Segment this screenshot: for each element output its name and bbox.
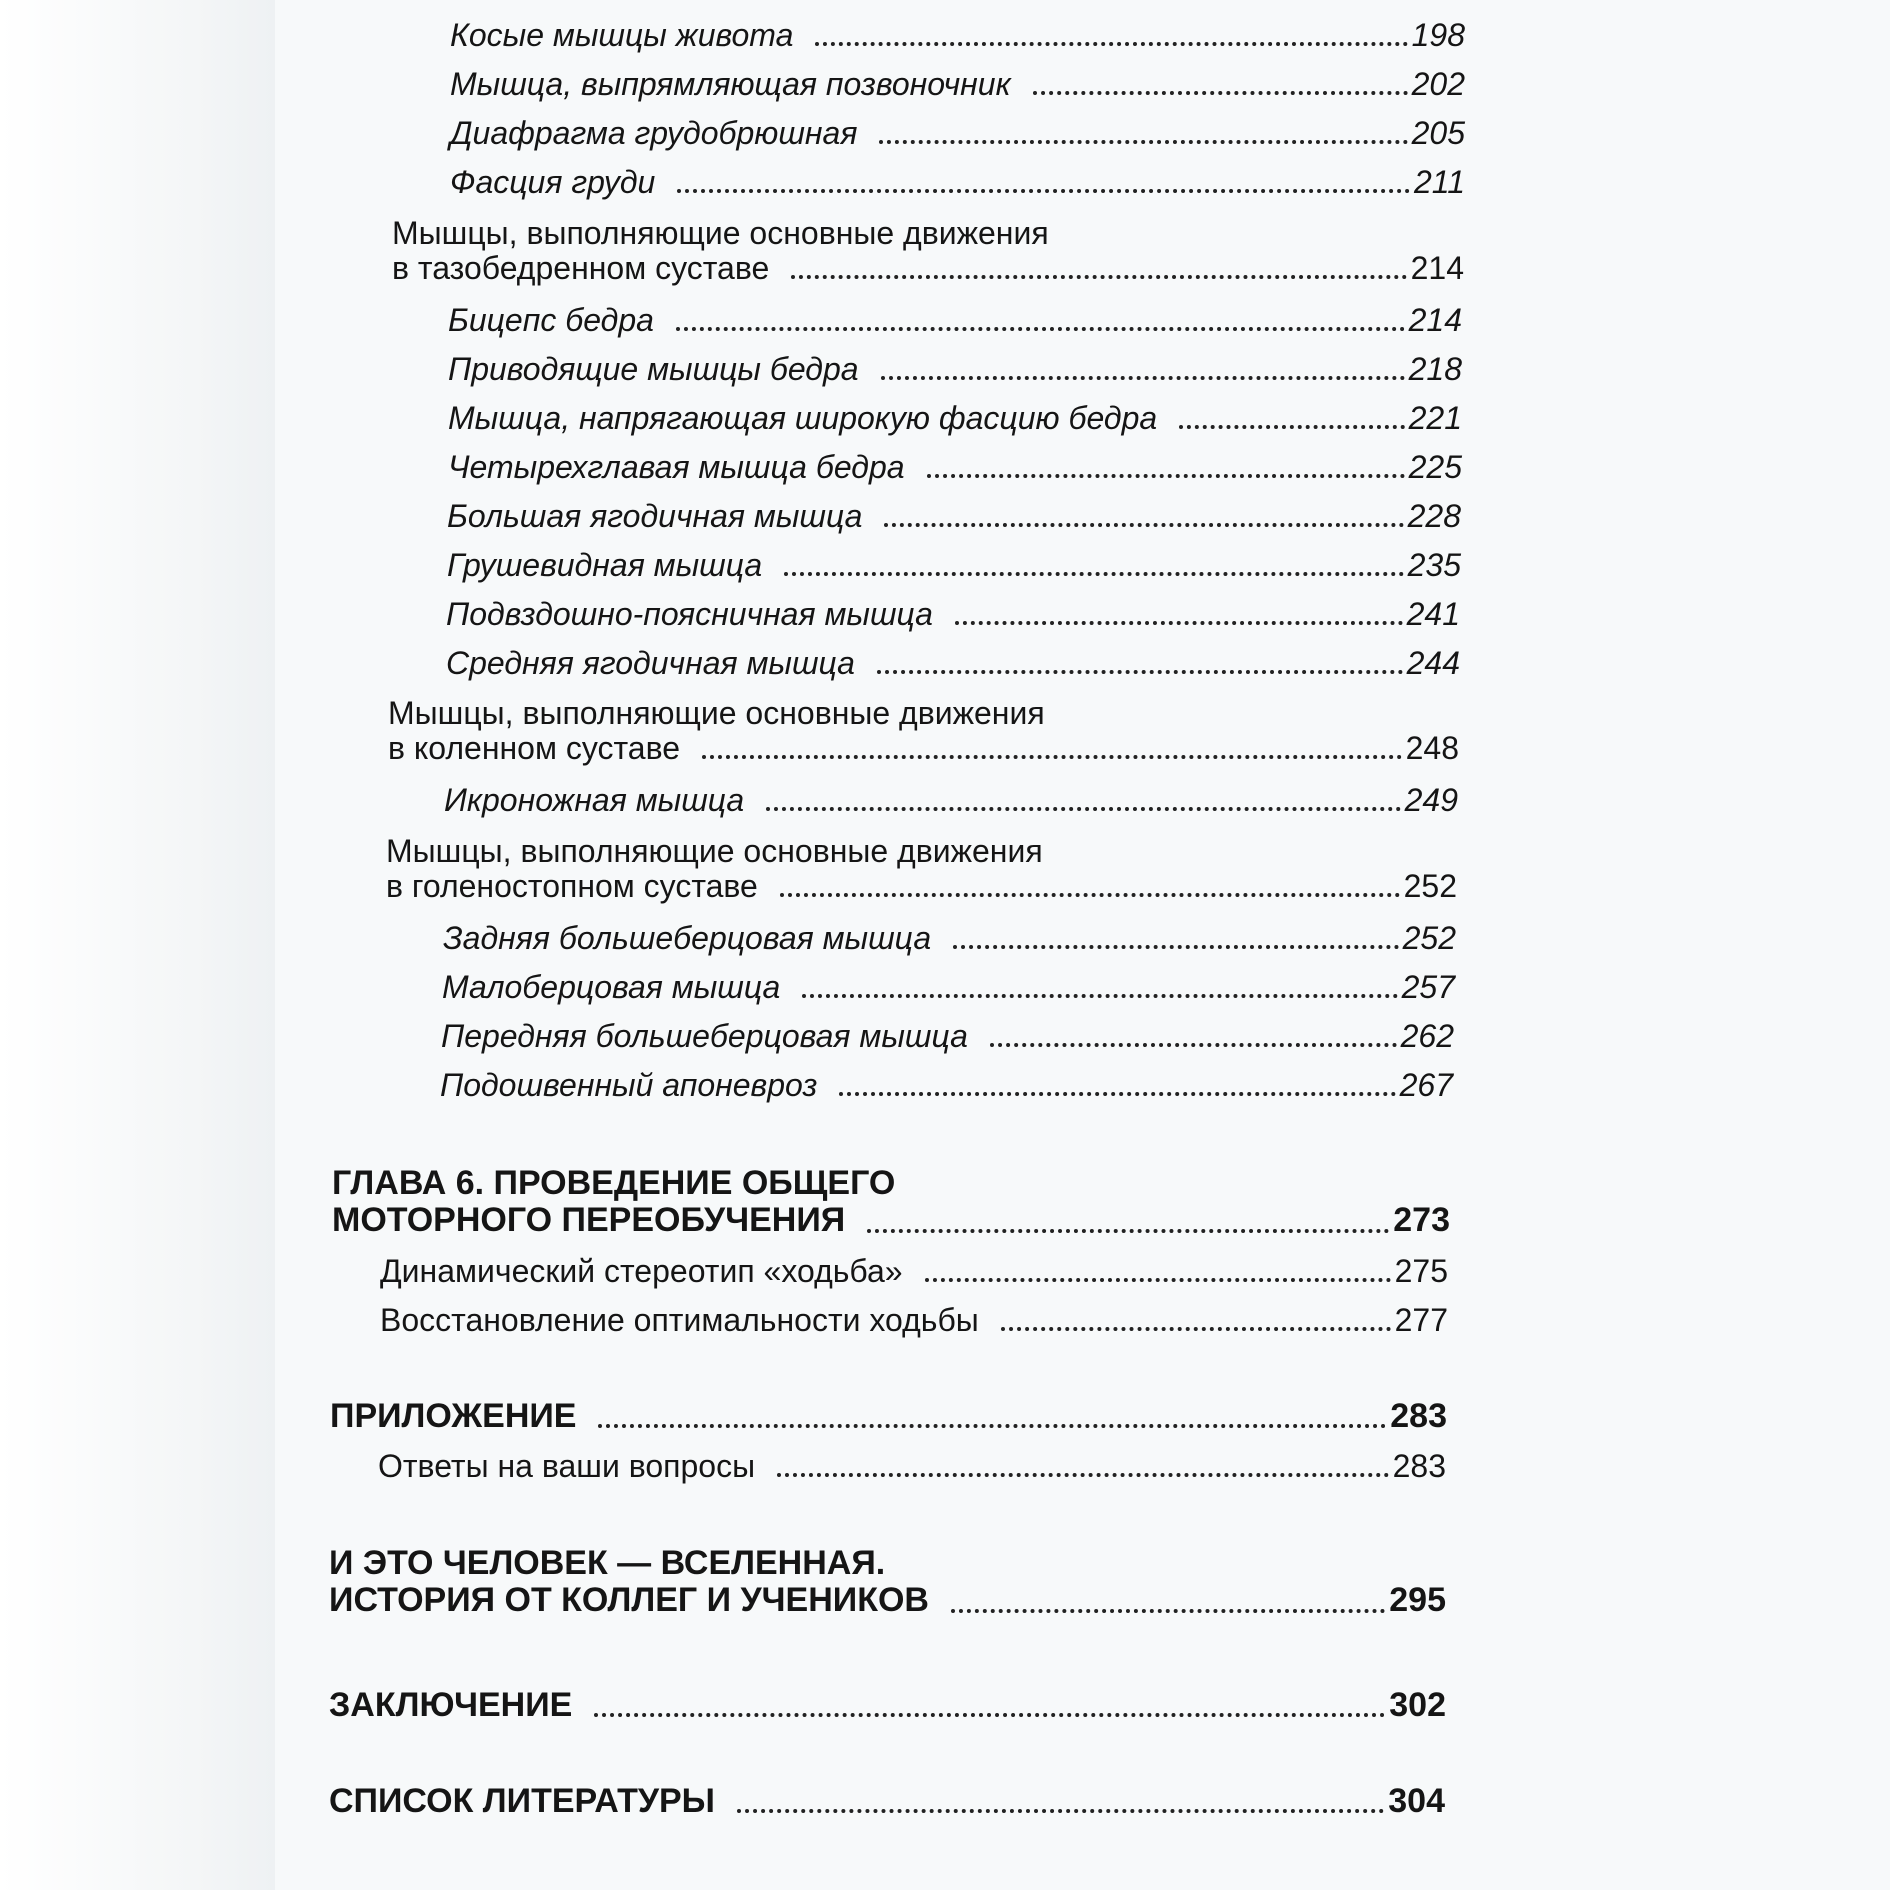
leader-dots [780,893,1400,897]
toc-entry-title: Средняя ягодичная мышца [446,645,855,681]
leader-dots [784,572,1403,576]
toc-chapter-title: СПИСОК ЛИТЕРАТУРЫ [329,1782,715,1820]
toc-chapter-page: 273 [1393,1201,1450,1240]
leader-dots [702,755,1402,759]
leader-dots [955,621,1403,625]
toc-section-page: 214 [1410,250,1464,287]
toc-entry[interactable] [446,597,1460,632]
leader-dots [951,1609,1385,1613]
toc-entry-title: Косые мышцы живота [450,17,794,53]
toc-entry-page: 211 [1413,164,1465,200]
toc-entry-title: Восстановление оптимальности ходьбы [380,1302,979,1338]
leader-dots [867,1229,1389,1233]
toc-entry-title: Четырехглавая мышца бедра [448,449,905,485]
toc-entry[interactable] [448,303,1462,338]
toc-universe[interactable] [329,1545,1446,1620]
toc-entry-page: 221 [1408,400,1462,436]
toc-section-title-line1: Мышцы, выполняющие основные движения [388,695,1045,731]
toc-section-knee[interactable] [388,696,1459,766]
toc-entry[interactable] [378,1449,1446,1484]
toc-entry-title: Подвздошно-поясничная мышца [446,596,933,632]
toc-entry[interactable] [442,970,1455,1005]
toc-entry-title: Подошвенный апоневроз [440,1067,818,1103]
toc-entry[interactable] [441,1019,1454,1054]
leader-dots [925,1278,1391,1282]
toc-chapter-title-line2: ИСТОРИЯ ОТ КОЛЛЕГ И УЧЕНИКОВ [329,1581,929,1620]
toc-chapter-title-line1: ГЛАВА 6. ПРОВЕДЕНИЕ ОБЩЕГО [332,1164,896,1202]
toc-entry[interactable] [440,1068,1453,1103]
toc-entry-page: 225 [1408,449,1462,485]
toc-entry-page: 235 [1407,547,1461,583]
leader-dots [791,275,1406,279]
toc-conclusion[interactable] [329,1687,1446,1724]
toc-entry-title: Бицепс бедра [448,302,654,338]
leader-dots [802,994,1397,998]
toc-entry[interactable] [446,646,1460,681]
toc-section-hip[interactable] [392,216,1464,286]
toc-chapter-title: ПРИЛОЖЕНИЕ [330,1397,577,1435]
toc-section-title-line1: Мышцы, выполняющие основные движения [392,215,1049,251]
leader-dots [953,945,1399,949]
toc-entry-page: 228 [1407,498,1461,534]
toc-section-page: 248 [1405,730,1459,767]
toc-entry-title: Большая ягодичная мышца [447,498,863,534]
toc-entry[interactable] [380,1303,1448,1338]
leader-dots [676,327,1405,331]
toc-section-ankle[interactable] [386,834,1457,904]
toc-entry[interactable] [444,783,1458,818]
toc-entry-title: Динамический стереотип «ходьба» [380,1253,903,1289]
toc-chapter-title-line2: МОТОРНОГО ПЕРЕОБУЧЕНИЯ [332,1201,846,1240]
leader-dots [737,1809,1384,1813]
toc-chapter-page: 295 [1389,1581,1446,1620]
toc-entry[interactable] [448,352,1462,387]
leader-dots [879,140,1407,144]
toc-section-page: 252 [1403,868,1457,905]
toc-entry-page: 218 [1408,351,1462,387]
toc-entry-page: 214 [1408,302,1462,338]
toc-entry-title: Икроножная мышца [444,782,745,818]
toc-entry[interactable] [447,548,1461,583]
toc-references[interactable] [329,1783,1445,1820]
toc-entry-page: 257 [1401,969,1455,1005]
leader-dots [1001,1327,1391,1331]
toc-chapter-6[interactable] [332,1165,1450,1240]
page-margin-shadow [0,0,275,1890]
toc-chapter-page: 283 [1390,1397,1447,1435]
toc-entry-title: Малоберцовая мышца [442,969,781,1005]
toc-entry-title: Грушевидная мышца [447,547,763,583]
toc-entry-title: Мышца, напрягающая широкую фасцию бедра [448,400,1158,436]
leader-dots [766,807,1400,811]
leader-dots [1033,91,1408,95]
toc-entry-page: 244 [1406,645,1460,681]
toc-chapter-title-line1: И ЭТО ЧЕЛОВЕК — ВСЕЛЕННАЯ. [329,1544,886,1582]
toc-entry-page: 275 [1394,1253,1448,1289]
toc-entry[interactable] [447,499,1461,534]
toc-chapter-page: 304 [1388,1782,1445,1820]
leader-dots [927,474,1405,478]
toc-section-title-line2: в коленном суставе [388,730,681,767]
toc-entry[interactable] [448,450,1462,485]
toc-entry-title: Приводящие мышцы бедра [448,351,859,387]
leader-dots [990,1043,1397,1047]
toc-entry-title: Ответы на ваши вопросы [378,1448,756,1484]
toc-entry[interactable] [450,18,1465,53]
toc-entry-title: Фасция груди [450,164,656,200]
toc-entry-page: 277 [1394,1302,1448,1338]
toc-entry-page: 252 [1402,920,1456,956]
leader-dots [884,523,1403,527]
toc-entry-page: 241 [1406,596,1460,632]
toc-chapter-page: 302 [1389,1686,1446,1724]
leader-dots [677,189,1410,193]
toc-entry-title: Диафрагма грудобрюшная [450,115,858,151]
toc-entry-page: 202 [1411,66,1465,102]
toc-appendix[interactable] [330,1398,1447,1435]
toc-entry-page: 283 [1392,1448,1446,1484]
leader-dots [598,1424,1386,1428]
leader-dots [1179,425,1404,429]
leader-dots [881,376,1405,380]
toc-chapter-title: ЗАКЛЮЧЕНИЕ [329,1686,573,1724]
toc-entry-title: Мышца, выпрямляющая позвоночник [450,66,1011,102]
toc-entry[interactable] [448,401,1462,436]
toc-entry-page: 249 [1404,782,1458,818]
leader-dots [594,1713,1385,1717]
toc-entry[interactable] [450,67,1465,102]
toc-section-title-line2: в тазобедренном суставе [392,250,770,287]
toc-entry[interactable] [380,1254,1448,1289]
leader-dots [815,42,1407,46]
leader-dots [777,1473,1389,1477]
toc-entry-page: 205 [1411,115,1465,151]
toc-section-title-line2: в голеностопном суставе [386,868,758,905]
toc-entry[interactable] [450,116,1465,151]
toc-entry-page: 267 [1399,1067,1453,1103]
toc-entry[interactable] [450,165,1465,200]
leader-dots [839,1092,1395,1096]
toc-entry-page: 198 [1411,17,1465,53]
toc-entry-page: 262 [1400,1018,1454,1054]
toc-section-title-line1: Мышцы, выполняющие основные движения [386,833,1043,869]
toc-entry[interactable] [443,921,1456,956]
toc-entry-title: Передняя большеберцовая мышца [441,1018,968,1054]
leader-dots [877,670,1403,674]
toc-entry-title: Задняя большеберцовая мышца [443,920,932,956]
